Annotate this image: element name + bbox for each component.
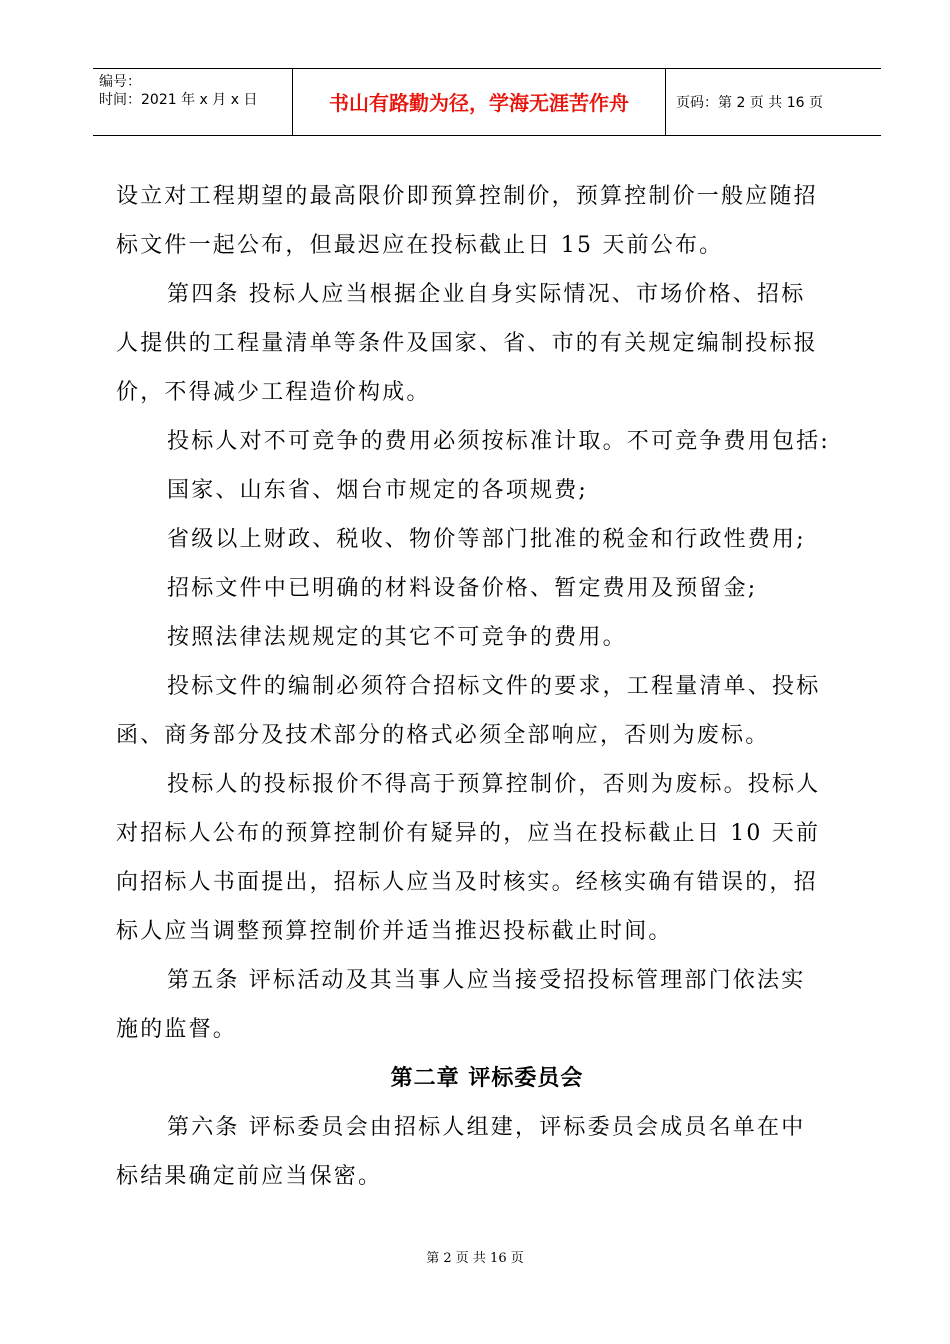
body-line: 投标人的投标报价不得高于预算控制价，否则为废标。投标人 xyxy=(167,772,821,797)
body-line: 投标文件的编制必须符合招标文件的要求，工程量清单、投标 xyxy=(167,674,821,699)
document-body xyxy=(116,172,858,1201)
body-line: 函、商务部分及技术部分的格式必须全部响应，否则为废标。 xyxy=(116,723,770,748)
body-line: 对招标人公布的预算控制价有疑异的，应当在投标截止日 10 天前 xyxy=(116,821,821,846)
body-line: 人提供的工程量清单等条件及国家、省、市的有关规定编制投标报 xyxy=(116,331,818,356)
header-page-number: 页码：第 2 页 共 16 页 xyxy=(676,95,823,111)
article-5-line: 第五条 评标活动及其当事人应当接受招投标管理部门依法实 xyxy=(167,968,806,993)
article-6-line: 第六条 评标委员会由招标人组建，评标委员会成员名单在中 xyxy=(167,1115,806,1140)
body-line: 投标人对不可竞争的费用必须按标准计取。不可竞争费用包括: xyxy=(167,429,831,454)
chapter-heading: 第二章 评标委员会 xyxy=(390,1066,584,1091)
header-left-cell xyxy=(93,69,293,135)
document-code-label: 编号： xyxy=(99,74,141,90)
body-line: 标人应当调整预算控制价并适当推迟投标截止时间。 xyxy=(116,919,673,944)
body-line: 设立对工程期望的最高限价即预算控制价，预算控制价一般应随招 xyxy=(116,184,818,209)
list-item: 省级以上财政、税收、物价等部门批准的税金和行政性费用; xyxy=(167,527,806,552)
header-motto: 书山有路勤为径，学海无涯苦作舟 xyxy=(293,69,666,135)
list-item: 国家、山东省、烟台市规定的各项规费; xyxy=(167,478,589,503)
body-line: 施的监督。 xyxy=(116,1017,238,1042)
page-footer: 第 2 页 共 16 页 xyxy=(426,1251,524,1266)
body-line: 向招标人书面提出，招标人应当及时核实。经核实确有错误的，招 xyxy=(116,870,818,895)
body-line: 价，不得减少工程造价构成。 xyxy=(116,380,431,405)
document-time-label: 时间：2021 年 x 月 x 日 xyxy=(99,92,258,108)
body-line: 标文件一起公布，但最迟应在投标截止日 15 天前公布。 xyxy=(116,233,724,258)
list-item: 招标文件中已明确的材料设备价格、暂定费用及预留金; xyxy=(167,576,758,601)
body-line: 标结果确定前应当保密。 xyxy=(116,1164,383,1189)
page-header xyxy=(93,68,881,136)
list-item: 按照法律法规规定的其它不可竞争的费用。 xyxy=(167,625,627,650)
article-4-line: 第四条 投标人应当根据企业自身实际情况、市场价格、招标 xyxy=(167,282,806,307)
